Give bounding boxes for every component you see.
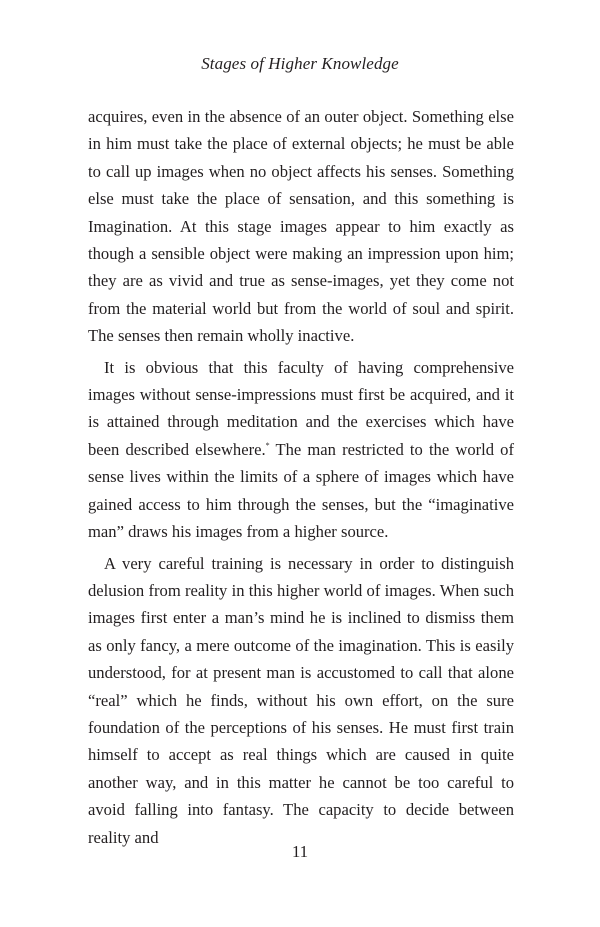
running-head: Stages of Higher Knowledge: [201, 54, 399, 73]
paragraph-2-text-after-note: The man restricted to the world of sense lives within the limits of a sphere of images which have gained access to him through the senses, but the “imaginative man” draws his images from a higher source.: [88, 439, 515, 542]
footnote-marker: *: [265, 440, 270, 450]
paragraph-1: acquires, even in the absence of an outer object. Something else in him must take the place of external objects; he must be able to call up images when no object affects his senses. Something else must take the place of sensation, and this something is Imagination. At this stage images appear to him exactly as though a sensible object were making an impression upon him; they are as vivid and true as sense-images, yet they come not from the material world but from the world of soul and spirit. The senses then remain wholly inactive.: [88, 107, 514, 346]
paragraph-3: A very careful training is necessary in order to distinguish delusion from reality in this higher world of images. When such images first enter a man’s mind he is inclined to dismiss them as only fancy, a mere outcome of the imagination. This is easily understood, for at present man is accustomed to call that alone “real” which he finds, without his own effort, on the sure foundation of the perceptions of his senses. He must first train himself to accept as real things which are caused in quite another way, and in this matter he cannot be too careful to avoid falling into fantasy. The capacity to decide between reality and: [88, 553, 514, 847]
paragraph-2: [88, 354, 514, 546]
paragraph-2-text-before-note: It is obvious that this faculty of having comprehensive images without sense-impressions must first be acquired, and it is attained through meditation and the exercises which have been described elsewhere.: [88, 357, 514, 459]
body-text: [88, 103, 514, 851]
page-number: 11: [291, 842, 309, 861]
